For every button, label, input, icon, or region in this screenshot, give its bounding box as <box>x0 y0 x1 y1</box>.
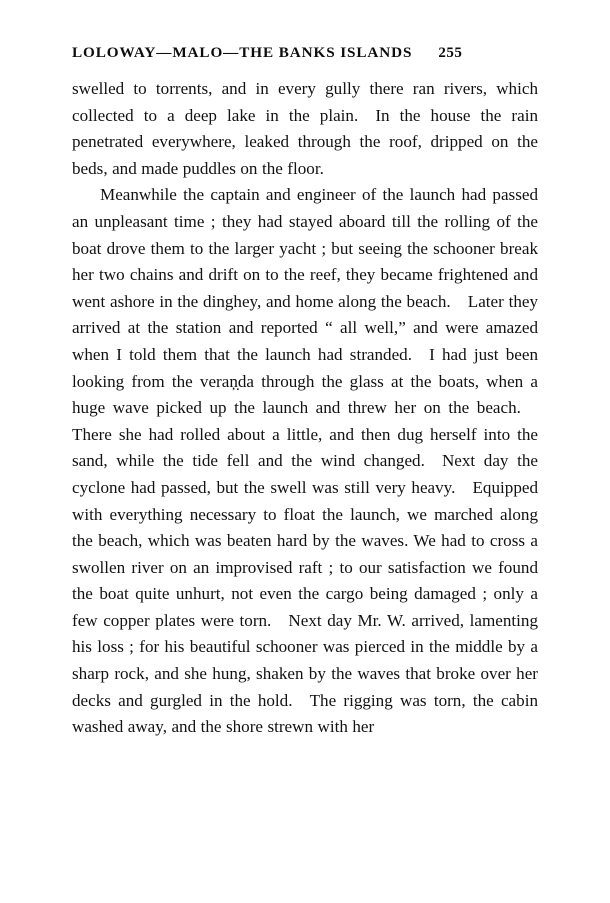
running-head <box>72 44 538 68</box>
paragraph: Meanwhile the captain and engineer of the launch had passed an unpleasant time ; they had stayed aboard till the rolling of the boat drove them to the larger yacht ; but seeing the schooner break her two chains and drift on to the reef, they became frightened and went ashore in the dinghey, and home along the beach. Later they arrived at the station and reported “ all well,” and were amazed when I told them that the launch had stranded. I had just been looking from the veraņ̣da through the glass at the boats, when a huge wave picked up the launch and threw her on the beach. There she had rolled about a little, and then dug herself into the sand, while the tide fell and the wind changed. Next day the cyclone had passed, but the swell was still very heavy. Equipped with everything necessary to float the launch, we marched along the beach, which was beaten hard by the waves. We had to cross a swollen river on an improvised raft ; to our satisfaction we found the boat quite unhurt, not even the cargo being damaged ; only a few copper plates were torn. Next day Mr. W. arrived, lamenting his loss ; for his beautiful schooner was pierced in the middle by a sharp rock, and she hung, shaken by the waves that broke over her decks and gurgled in the hold. The rigging was torn, the cabin washed away, and the shore strewn with her <box>72 185 538 737</box>
paragraph: swelled to torrents, and in every gully there ran rivers, which collected to a deep lake in the plain. In the house the rain penetrated everywhere, leaked through the roof, dripped on the beds, and made puddles on the floor. <box>72 79 538 178</box>
page-number: 255 <box>438 45 463 61</box>
running-head-title: LOLOWAY—MALO—THE BANKS ISLANDS <box>72 44 413 61</box>
text-block <box>72 76 538 741</box>
